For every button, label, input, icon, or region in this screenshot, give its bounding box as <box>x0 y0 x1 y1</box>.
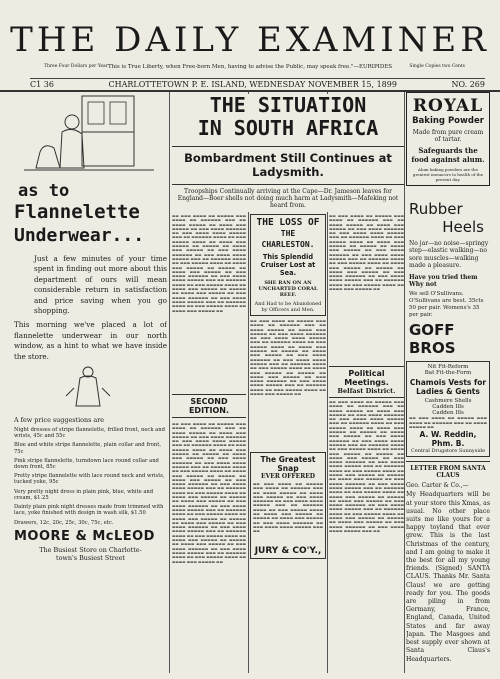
laundry-illustration <box>14 92 167 178</box>
rubber-heels-ad <box>406 200 490 357</box>
column-body-text: ▬▬ ▬▬▬ ▬▬▬▬ ▬▬ ▬▬▬▬▬ ▬▬▬ ▬▬▬▬ ▬▬ ▬▬▬▬▬▬ ▬▬▬ ▬▬ ▬▬▬▬ ▬▬▬▬▬ ▬▬ ▬▬▬▬ ▬▬▬ ▬▬▬▬▬ ▬▬ ▬▬▬ ▬▬▬▬ ▬▬▬▬▬▬ ▬▬ ▬▬▬ ▬▬▬▬ ▬▬▬▬ ▬▬▬▬▬ ▬▬▬ ▬▬ ▬▬▬▬▬▬ ▬▬▬▬ ▬▬ ▬▬▬ ▬▬▬▬▬ ▬▬▬▬ ▬▬ ▬▬▬▬ ▬▬▬ ▬▬▬▬▬ ▬▬ ▬▬▬▬▬ ▬▬ ▬▬▬▬ ▬▬▬ ▬▬▬▬▬ ▬▬ ▬▬▬ ▬▬▬▬ ▬▬▬▬▬▬ ▬▬ ▬▬▬ ▬▬▬▬ ▬▬▬▬ ▬▬▬▬▬ ▬▬▬ ▬▬ ▬▬▬▬▬▬ ▬▬▬▬ ▬▬ ▬▬▬ ▬▬▬▬▬ ▬▬▬▬ ▬▬ ▬▬▬▬ ▬▬▬ ▬▬▬▬▬ ▬▬ ▬▬▬▬▬ ▬▬ ▬▬▬▬ ▬▬▬ ▬▬▬▬▬ ▬▬ ▬▬▬ ▬▬▬▬ ▬▬▬▬▬▬ ▬▬ ▬▬▬ ▬▬▬▬ ▬▬▬▬ ▬▬▬▬▬ ▬▬▬ ▬▬ ▬▬▬▬▬▬ ▬▬▬▬ ▬▬ ▬▬▬ ▬▬▬▬▬ ▬▬▬▬ ▬▬ ▬▬▬▬ ▬▬▬ ▬▬▬▬▬ ▬▬ <box>329 214 404 292</box>
column-body-text: ▬▬ ▬▬▬ ▬▬▬▬ ▬▬ ▬▬▬▬▬ ▬▬▬ ▬▬▬▬ ▬▬ ▬▬▬▬▬▬ ▬▬▬ ▬▬ ▬▬▬▬ ▬▬▬▬▬ ▬▬ ▬▬▬▬ ▬▬▬ ▬▬▬▬▬ ▬▬ ▬▬▬ ▬▬▬▬ ▬▬▬▬▬▬ ▬▬ ▬▬▬ ▬▬▬▬ ▬▬▬▬ ▬▬▬▬▬ ▬▬▬ ▬▬ ▬▬▬▬▬▬ ▬▬▬▬ ▬▬ ▬▬▬ ▬▬▬▬▬ ▬▬▬▬ ▬▬ ▬▬▬▬ ▬▬▬ ▬▬▬▬▬ ▬▬ ▬▬▬▬▬ ▬▬ ▬▬▬▬ ▬▬▬ ▬▬▬▬▬ ▬▬ ▬▬▬ ▬▬▬▬ ▬▬▬▬▬▬ ▬▬ ▬▬▬ ▬▬▬▬ ▬▬▬▬ ▬▬▬▬▬ ▬▬▬ ▬▬ ▬▬▬▬▬▬ ▬▬▬▬ ▬▬ ▬▬▬ ▬▬▬▬▬ ▬▬▬▬ ▬▬ ▬▬▬▬ ▬▬▬ ▬▬▬▬▬ ▬▬ ▬▬▬▬▬ ▬▬ ▬▬▬▬ ▬▬▬ ▬▬▬▬▬ ▬▬ ▬▬▬ ▬▬▬▬ ▬▬▬▬▬▬ ▬▬ ▬▬▬ ▬▬▬▬ ▬▬▬▬ ▬▬▬▬▬ ▬▬▬ ▬▬ ▬▬▬▬▬▬ ▬▬▬▬ ▬▬ ▬▬▬ ▬▬▬▬▬ ▬▬▬▬ ▬▬ ▬▬▬▬ ▬▬▬ ▬▬▬▬▬ ▬▬ ▬▬▬▬▬ ▬▬ ▬▬▬▬ ▬▬▬ ▬▬▬▬▬ ▬▬ ▬▬▬ ▬▬▬▬ ▬▬▬▬▬▬ ▬▬ ▬▬▬ ▬▬▬▬ ▬▬▬▬ ▬▬▬▬▬ ▬▬▬ ▬▬ ▬▬▬▬▬▬ ▬▬▬▬ ▬▬ ▬▬▬ ▬▬▬▬▬ ▬▬▬▬ ▬▬ ▬▬▬▬ ▬▬▬ ▬▬▬▬▬ ▬▬ <box>172 214 246 313</box>
ad-paragraph-1: Just a few minutes of your time spent in finding out more about this department of ours will mean considerable return in satisfaction and price saving when you go shopping. <box>34 254 167 316</box>
place-date: CHARLOTTETOWN P. E. ISLAND, WEDNESDAY NOVEMBER 15, 1899 <box>108 80 397 89</box>
library-stamp <box>34 6 41 11</box>
column-rule <box>169 92 170 673</box>
price-item: Very pretty night dress in plain pink, blue, white and cream, $1.25 <box>14 488 154 501</box>
column-3 <box>250 214 326 673</box>
snap-firm: JURY & CO'Y., <box>254 546 322 556</box>
political-h1: Political Meetings. <box>344 369 389 387</box>
column-body-text: ▬▬ ▬▬▬ ▬▬▬▬ ▬▬ ▬▬▬▬▬ ▬▬▬ ▬▬▬▬ ▬▬ ▬▬▬▬▬▬ ▬▬▬ ▬▬ ▬▬▬▬ ▬▬▬▬▬ ▬▬ ▬▬▬▬ ▬▬▬ ▬▬▬▬▬ ▬▬ ▬▬▬ ▬▬▬▬ ▬▬▬▬▬▬ ▬▬ ▬▬▬ ▬▬▬▬ ▬▬▬▬ ▬▬▬▬▬ ▬▬▬ ▬▬ ▬▬▬▬▬▬ ▬▬▬▬ ▬▬ ▬▬▬ ▬▬▬▬▬ ▬▬▬▬ ▬▬ ▬▬▬▬ ▬▬▬ ▬▬▬▬▬ ▬▬ ▬▬▬▬▬ ▬▬ ▬▬▬▬ ▬▬▬ ▬▬▬▬▬ ▬▬ ▬▬▬ ▬▬▬▬ ▬▬▬▬▬▬ ▬▬ ▬▬▬ ▬▬▬▬ ▬▬▬▬ ▬▬▬▬▬ ▬▬▬ ▬▬ ▬▬▬▬▬▬ ▬▬▬▬ ▬▬ ▬▬▬ ▬▬▬▬▬ ▬▬▬▬ ▬▬ ▬▬▬▬ ▬▬▬ ▬▬▬▬▬ ▬▬ ▬▬▬▬▬ ▬▬ ▬▬▬▬ ▬▬▬ ▬▬▬▬▬ ▬▬ ▬▬▬ ▬▬▬▬ ▬▬▬▬▬▬ ▬▬ ▬▬▬ ▬▬▬▬ ▬▬▬▬ ▬▬▬▬▬ ▬▬▬ ▬▬ ▬▬▬▬▬▬ ▬▬▬▬ ▬▬ ▬▬▬ ▬▬▬▬▬ ▬▬▬▬ ▬▬ ▬▬▬▬ ▬▬▬ ▬▬▬▬▬ ▬▬ <box>250 319 326 397</box>
santa-body: My Headquarters will be at your store this Xmas, as usual. No other place suits me like yours for a happy toyland that ever grew. This is the last Christmas of the century, and I am going to make it the best for all my young friends. (Signed) SANTA CLAUS. Thanks Mr. Santa Claus! we are getting ready for you. The goods are piling in from Germany, France, England, Canada, United States and far away Japan. The Masgoes and best supply ever shown at Santa Claus's Headquarters. <box>406 491 490 663</box>
rubber-h1: Rubber <box>409 200 463 218</box>
santa-greeting: Geo. Carter & Co.,— <box>406 482 469 490</box>
rubber-question: Have you tried them Why not <box>409 273 478 289</box>
reddin-place: Central Drugstore Sunnyside <box>410 448 486 455</box>
column-rule <box>404 92 405 673</box>
second-edition-heading: SECOND EDITION. <box>172 394 246 418</box>
ad-underwear: Underwear... <box>14 225 145 246</box>
lead-subdeck: Troopships Continually arriving at the Cape—Dr. Jameson leaves for England—Boer shells not doing much harm at Ladysmith—Mafeking not heard from. <box>172 184 404 210</box>
price-item: Pink stripe flannelette, turndown lace round collar and down front, 85c <box>14 457 159 471</box>
price-item: Pretty stripe flannelette with lace round neck and wrists, tucked yoke, 95c <box>14 473 165 486</box>
charleston-h3: This Splendid Cruiser Lost at Sea. <box>260 253 316 277</box>
charleston-h1: THE LOSS OF <box>256 217 320 228</box>
political-h2: Belfast District. <box>337 387 396 395</box>
snap-body: ▬▬ ▬▬▬ ▬▬▬▬ ▬▬ ▬▬▬▬▬ ▬▬▬ ▬▬▬▬ ▬▬ ▬▬▬▬▬▬ ▬▬▬ ▬▬ ▬▬▬▬ ▬▬▬▬▬ ▬▬ ▬▬▬▬ ▬▬▬ ▬▬▬▬▬ ▬▬ ▬▬▬ ▬▬▬▬ ▬▬▬▬▬▬ ▬▬ ▬▬▬ ▬▬▬▬ ▬▬▬▬ ▬▬▬▬▬ ▬▬▬ ▬▬ ▬▬▬▬▬▬ ▬▬▬▬ ▬▬ ▬▬▬ ▬▬▬▬▬ ▬▬▬▬ ▬▬ ▬▬▬▬ ▬▬▬ ▬▬▬▬▬ ▬▬ ▬▬▬▬▬ ▬▬ ▬▬▬▬ ▬▬▬ ▬▬▬▬▬ ▬▬ ▬▬▬ ▬▬▬▬ ▬▬▬▬▬▬ ▬▬ ▬▬▬ ▬▬▬▬ ▬▬▬▬ ▬▬▬▬▬ ▬▬▬ ▬▬ <box>253 482 323 534</box>
store-name: MOORE & McLEOD <box>14 528 155 544</box>
santa-heading: LETTER FROM SANTA CLAUS <box>410 465 486 480</box>
newspaper-title: THE DAILY EXAMINER <box>10 20 490 60</box>
rubber-h2: Heels <box>442 218 484 236</box>
ad-paragraph-2: This morning we've placed a lot of flannelette underwear in our north window, as a hint to what we have inside the store. <box>14 320 167 361</box>
store-tagline-2: town's Busiest Street <box>56 553 125 562</box>
price-item: Blue and white stripe flannelette, plain collar and front, 75c <box>14 442 161 455</box>
santa-letter <box>406 461 490 663</box>
reddin-name: A. W. Reddin, Phm. B. <box>419 430 477 449</box>
dateline <box>30 78 485 89</box>
column-4 <box>329 214 404 673</box>
fire-h3: Chamois Vests for Ladies & Gents <box>409 378 487 397</box>
headline-line-2: IN SOUTH AFRICA <box>197 116 379 140</box>
lead-headline-block <box>172 94 404 212</box>
moore-mcleod-ad <box>14 92 167 673</box>
subscription-price: Three Four Dollars per Year <box>44 64 108 69</box>
single-copy-price: Single Copies two Cents <box>409 64 465 69</box>
price-item: Dainty plain pink night dresses made from trimmed with lace, yoke finished with design in wash silk, $1.50 <box>14 504 164 517</box>
price-item: Drawers, 12c, 20c, 25c, 30c, 75c, etc. <box>14 519 114 526</box>
rubber-sell: We sell O'Sullivans. O'Sullivans are best. 35cts 50 per pair. Womens's 35 per pair. <box>409 291 484 319</box>
fire-item: Cadden Ills <box>432 404 464 411</box>
fire-h2: Bat Fit-the-Form <box>424 370 472 377</box>
price-intro: A few price suggestions are <box>14 416 105 425</box>
price-item: Night dresses of stripe flannelette, frilled front, neck and wrists, 45c and 55c <box>14 427 165 440</box>
goff-bros: GOFF BROS <box>409 321 456 358</box>
snap-h2: EVER OFFERED <box>261 473 315 480</box>
snap-ad <box>250 452 326 559</box>
ad-flannelette: Flannelette <box>14 201 140 223</box>
motto: This is True Liberty, when Free-born Men, having to advise the Public, may speak free."—EURIPIDES <box>107 64 393 70</box>
charleston-h2: THE CHARLESTON. <box>261 229 315 249</box>
column-body-text: ▬▬ ▬▬▬ ▬▬▬▬ ▬▬ ▬▬▬▬▬ ▬▬▬ ▬▬▬▬ ▬▬ ▬▬▬▬▬▬ ▬▬▬ ▬▬ ▬▬▬▬ ▬▬▬▬▬ ▬▬ ▬▬▬▬ ▬▬▬ ▬▬▬▬▬ ▬▬ ▬▬▬ ▬▬▬▬ ▬▬▬▬▬▬ ▬▬ ▬▬▬ ▬▬▬▬ ▬▬▬▬ ▬▬▬▬▬ ▬▬▬ ▬▬ ▬▬▬▬▬▬ ▬▬▬▬ ▬▬ ▬▬▬ ▬▬▬▬▬ ▬▬▬▬ ▬▬ ▬▬▬▬ ▬▬▬ ▬▬▬▬▬ ▬▬ ▬▬▬▬▬ ▬▬ ▬▬▬▬ ▬▬▬ ▬▬▬▬▬ ▬▬ ▬▬▬ ▬▬▬▬ ▬▬▬▬▬▬ ▬▬ ▬▬▬ ▬▬▬▬ ▬▬▬▬ ▬▬▬▬▬ ▬▬▬ ▬▬ ▬▬▬▬▬▬ ▬▬▬▬ ▬▬ ▬▬▬ ▬▬▬▬▬ ▬▬▬▬ ▬▬ ▬▬▬▬ ▬▬▬ ▬▬▬▬▬ ▬▬ ▬▬▬▬▬ ▬▬ ▬▬▬▬ ▬▬▬ ▬▬▬▬▬ ▬▬ ▬▬▬ ▬▬▬▬ ▬▬▬▬▬▬ ▬▬ ▬▬▬ ▬▬▬▬ ▬▬▬▬ ▬▬▬▬▬ ▬▬▬ ▬▬ ▬▬▬▬▬▬ ▬▬▬▬ ▬▬ ▬▬▬ ▬▬▬▬▬ ▬▬▬▬ ▬▬ ▬▬▬▬ ▬▬▬ ▬▬▬▬▬ ▬▬ ▬▬▬▬▬ ▬▬ ▬▬▬▬ ▬▬▬ ▬▬▬▬▬ ▬▬ ▬▬▬ ▬▬▬▬ ▬▬▬▬▬▬ ▬▬ ▬▬▬ ▬▬▬▬ ▬▬▬▬ ▬▬▬▬▬ ▬▬▬ ▬▬ ▬▬▬▬▬▬ ▬▬▬▬ ▬▬ ▬▬▬ ▬▬▬▬▬ ▬▬▬▬ ▬▬ ▬▬▬▬ ▬▬▬ ▬▬▬▬▬ ▬▬ ▬▬▬▬▬ ▬▬ ▬▬▬▬ ▬▬▬ ▬▬▬▬▬ ▬▬ ▬▬▬ ▬▬▬▬ ▬▬▬▬▬▬ ▬▬ ▬▬▬ ▬▬▬▬ ▬▬▬▬ ▬▬▬▬▬ ▬▬▬ ▬▬ ▬▬▬▬▬▬ ▬▬▬▬ ▬▬ ▬▬▬ ▬▬▬▬▬ ▬▬▬▬ ▬▬ ▬▬▬▬ ▬▬▬ ▬▬▬▬▬ ▬▬ ▬▬▬▬▬ ▬▬ ▬▬▬▬ ▬▬▬ ▬▬▬▬▬ ▬▬ ▬▬▬ ▬▬▬▬ ▬▬▬▬▬▬ ▬▬ ▬▬▬ ▬▬▬▬ ▬▬▬▬ ▬▬▬▬▬ ▬▬▬ ▬▬ <box>329 400 404 533</box>
charleston-box <box>250 214 326 316</box>
political-meetings-header <box>329 366 404 398</box>
headline-line-1: THE SITUATION <box>209 93 367 117</box>
fire-h1: Nit Fit-Reform <box>427 364 469 371</box>
ad-as-to: as to <box>18 181 70 201</box>
fire-item: Cadden Ills <box>432 410 464 417</box>
column-5-ads <box>406 92 490 673</box>
royal-line-2: Safeguards the food against alum. <box>411 146 485 164</box>
fire-item: Cashmere Shells <box>424 398 472 405</box>
charleston-h4: SHE RAN ON AN UNCHARTED CORAL REEF. <box>258 280 318 298</box>
royal-line-1: Made from pure cream of tartar. <box>412 129 484 143</box>
snap-h1: The Greatest Snap <box>260 455 316 473</box>
store-tagline-1: The Busiest Store on Charlotte- <box>39 545 142 554</box>
lady-illustration <box>14 362 167 410</box>
lead-deck: Bombardment Still Continues at Ladysmith. <box>172 146 404 179</box>
issue-number: NO. 269 <box>451 80 485 89</box>
royal-baking-ad <box>406 92 490 186</box>
reform-vests-ad <box>406 361 490 457</box>
royal-product: Baking Powder <box>412 116 484 126</box>
column-body-text: ▬▬ ▬▬▬ ▬▬▬▬ ▬▬ ▬▬▬▬▬ ▬▬▬ ▬▬▬▬ ▬▬ ▬▬▬▬▬▬ ▬▬▬ ▬▬ ▬▬▬▬ ▬▬▬▬▬ ▬▬ ▬▬▬▬ ▬▬▬ ▬▬▬▬▬ ▬▬ ▬▬▬ ▬▬▬▬ ▬▬▬▬▬▬ ▬▬ ▬▬▬ ▬▬▬▬ ▬▬▬▬ ▬▬▬▬▬ ▬▬▬ ▬▬ ▬▬▬▬▬▬ ▬▬▬▬ ▬▬ ▬▬▬ ▬▬▬▬▬ ▬▬▬▬ ▬▬ ▬▬▬▬ ▬▬▬ ▬▬▬▬▬ ▬▬ ▬▬▬▬▬ ▬▬ ▬▬▬▬ ▬▬▬ ▬▬▬▬▬ ▬▬ ▬▬▬ ▬▬▬▬ ▬▬▬▬▬▬ ▬▬ ▬▬▬ ▬▬▬▬ ▬▬▬▬ ▬▬▬▬▬ ▬▬▬ ▬▬ ▬▬▬▬▬▬ ▬▬▬▬ ▬▬ ▬▬▬ ▬▬▬▬▬ ▬▬▬▬ ▬▬ ▬▬▬▬ ▬▬▬ ▬▬▬▬▬ ▬▬ ▬▬▬▬▬ ▬▬ ▬▬▬▬ ▬▬▬ ▬▬▬▬▬ ▬▬ ▬▬▬ ▬▬▬▬ ▬▬▬▬▬▬ ▬▬ ▬▬▬ ▬▬▬▬ ▬▬▬▬ ▬▬▬▬▬ ▬▬▬ ▬▬ ▬▬▬▬▬▬ ▬▬▬▬ ▬▬ ▬▬▬ ▬▬▬▬▬ ▬▬▬▬ ▬▬ ▬▬▬▬ ▬▬▬ ▬▬▬▬▬ ▬▬ ▬▬▬▬▬ ▬▬ ▬▬▬▬ ▬▬▬ ▬▬▬▬▬ ▬▬ ▬▬▬ ▬▬▬▬ ▬▬▬▬▬▬ ▬▬ ▬▬▬ ▬▬▬▬ ▬▬▬▬ ▬▬▬▬▬ ▬▬▬ ▬▬ ▬▬▬▬▬▬ ▬▬▬▬ ▬▬ ▬▬▬ ▬▬▬▬▬ ▬▬▬▬ ▬▬ ▬▬▬▬ ▬▬▬ ▬▬▬▬▬ ▬▬ ▬▬▬▬▬ ▬▬ ▬▬▬▬ ▬▬▬ ▬▬▬▬▬ ▬▬ ▬▬▬ ▬▬▬▬ ▬▬▬▬▬▬ ▬▬ ▬▬▬ ▬▬▬▬ ▬▬▬▬ ▬▬▬▬▬ ▬▬▬ ▬▬ ▬▬▬▬▬▬ ▬▬▬▬ ▬▬ ▬▬▬ ▬▬▬▬▬ ▬▬▬▬ ▬▬ ▬▬▬▬ ▬▬▬ ▬▬▬▬▬ ▬▬ ▬▬▬▬▬ ▬▬ ▬▬▬▬ ▬▬▬ ▬▬▬▬▬ ▬▬ ▬▬▬ ▬▬▬▬ ▬▬▬▬▬▬ ▬▬ ▬▬▬ ▬▬▬▬ ▬▬▬▬ ▬▬▬▬▬ ▬▬▬ ▬▬ ▬▬▬▬▬▬ ▬▬▬▬ ▬▬ ▬▬▬ ▬▬▬▬▬ ▬▬▬▬ ▬▬ ▬▬▬▬ ▬▬▬ ▬▬▬▬▬ ▬▬ <box>172 422 246 564</box>
volume-number: C1 36 <box>30 80 54 89</box>
masthead <box>0 0 500 92</box>
royal-line-3: Alum baking powders are the greatest menacers to health of the present day. <box>412 167 484 182</box>
rubber-body: No jar—no noise—springy step—elastic walking—no sore muscles—walking made a pleasure. <box>409 240 489 270</box>
charleston-h5: And Had to be Abandoned by Officers and Men. <box>254 301 322 313</box>
fire-body: ▬▬ ▬▬▬ ▬▬▬▬ ▬▬ ▬▬▬▬▬ ▬▬▬ ▬▬▬▬ ▬▬ ▬▬▬▬▬▬ ▬▬▬ ▬▬ ▬▬▬▬ ▬▬▬▬▬ ▬▬ <box>409 416 487 429</box>
royal-brand: ROYAL <box>412 96 484 116</box>
column-2-text <box>172 214 246 673</box>
